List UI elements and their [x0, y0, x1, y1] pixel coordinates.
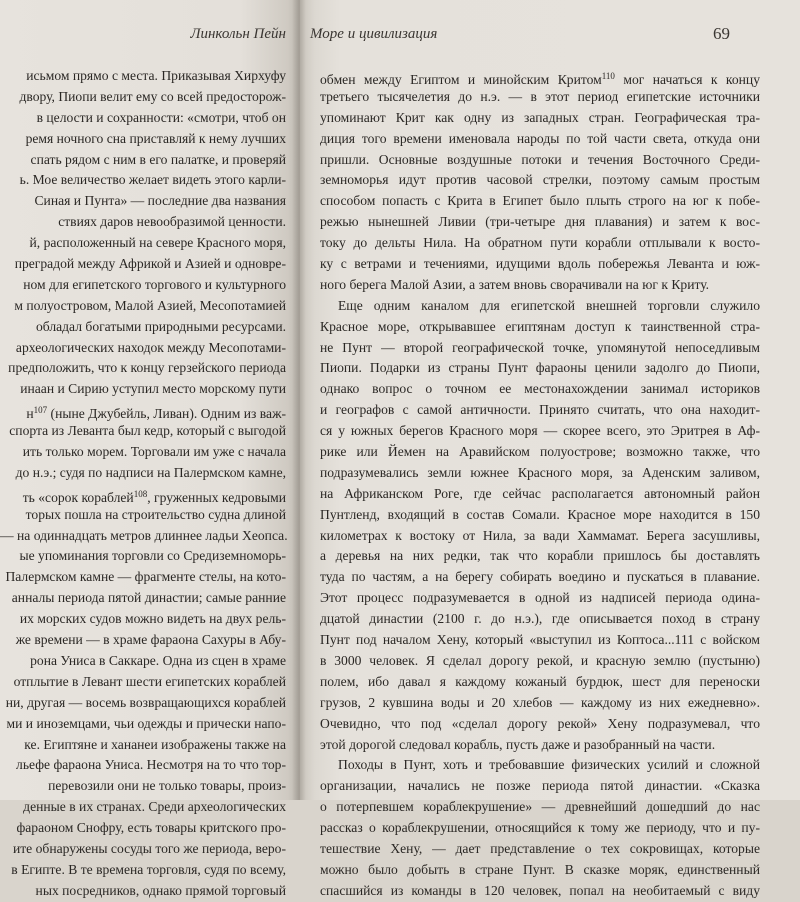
- text-line: двору, Пиопи велит ему со всей предосторож-: [19, 88, 286, 104]
- text-line: их морских судов можно видеть на двух рель-: [19, 611, 286, 627]
- right-running-head: Море и цивилизация: [310, 26, 438, 42]
- text-line: преградой между Африкой и Азией и одновре-: [14, 256, 286, 272]
- text-line: способом попасть с Крита в Египет было плыть строго на юг к побе-: [320, 193, 760, 209]
- left-running-head: Линкольн Пейн: [190, 26, 286, 42]
- text-line: спать рядом с ним в его палатке, и проверяй: [30, 151, 286, 167]
- text-line: ся у южных берегов Красного моря — скорее всего, это Эритрея в Аф-: [320, 423, 760, 439]
- right-page-text: [320, 66, 760, 902]
- text-line: фараоном Снофру, есть товары критского про-: [16, 820, 286, 836]
- text-line: Еще одним каналом для египетской внешней торговли служило: [338, 297, 760, 313]
- text-line: этой дорогой следовал корабль, пусть даже и разобранный на части.: [320, 736, 716, 752]
- text-line: упоминают Крит как одну из западных стран. Географическая тра-: [320, 109, 760, 125]
- text-line: Пунт под началом Хену, который «выступил из Коптоса...111 с войском: [320, 632, 760, 648]
- text-line: ствиях даров невообразимой ценности.: [58, 214, 286, 230]
- text-line: грузов, 2 кувшина воды и 20 хлебов — каждому из них ежедневно».: [320, 694, 760, 710]
- text-line: не Пунт — второй географической точке, упомянутой непоседливым: [320, 339, 760, 355]
- text-line: Походы в Пунт, хоть и требовавшие физических усилий и сложной: [338, 757, 760, 773]
- text-line: Палермском камне — фрагменте стелы, на кото-: [5, 569, 286, 585]
- text-line: ных посредников, однако прямой торговый: [35, 882, 286, 898]
- left-page: [0, 0, 300, 898]
- text-line: обмен между Египтом и минойским Критом$^{110}$ мог начаться к концу: [320, 71, 760, 87]
- text-line: же времени — в храме фараона Сахуры в Абу-: [15, 632, 286, 648]
- text-line: ного берега Малой Азии, а затем вновь сворачивали на юг к Криту.: [320, 276, 710, 292]
- book-gutter: [292, 0, 306, 800]
- text-line: отплытие в Левант шести египетских кораблей: [13, 673, 286, 689]
- text-line: в целости и сохранности: «смотри, чтоб он: [36, 109, 286, 125]
- text-line: ном для египетского торгового и культурного: [23, 276, 286, 292]
- text-line: м полуостровом, Малой Азией, Месопотамией: [14, 297, 286, 313]
- text-line: земноморья идут против часовой стрелки, поэтому самым простым: [320, 172, 760, 188]
- text-line: ить только морем. Торговали им уже с начала: [22, 444, 286, 460]
- text-line: току до дельты Нила. На обратном пути корабли отплывали к восто-: [320, 235, 760, 251]
- text-line: туда по частям, а на берегу собирать воедино и пускаться в плавание.: [320, 569, 760, 585]
- text-line: анналы периода пятой династии; самые ранние: [11, 590, 286, 606]
- text-line: — на одиннадцать метров длиннее ладьи Хеопса.: [0, 527, 288, 543]
- text-line: Очевидно, что под «сделал дорогу рекой» Хену подразумевал, что: [320, 715, 760, 731]
- text-line: льефе фараона Униса. Несмотря на то что тор-: [16, 757, 286, 773]
- text-line: полем, ибо давал я каждому кожаный бурдюк, шест для переноски: [320, 673, 760, 689]
- text-line: тешествие Хену, — дает представление о тех сокровищах, которые: [320, 840, 760, 856]
- text-line: а деревья на них редки, так что корабли пришлось бы доставлять: [320, 548, 760, 564]
- text-line: на Африканском Роге, где сейчас располагается автономный район: [320, 485, 760, 501]
- text-line: режью нынешней Ливии (три-четыре дня плавания) и затем к вос-: [320, 214, 760, 230]
- text-line: ть «сорок кораблей$^{108}$, груженных кедровыми: [22, 488, 286, 505]
- text-line: рассказ о кораблекрушении, относящийся к тому же периоду, что и пу-: [320, 820, 760, 836]
- text-line: Синая и Пунта» — последние два названия: [34, 193, 286, 209]
- text-line: Этот процесс подразумевается в одной из надписей периода одина-: [320, 590, 760, 606]
- text-line: организации, начались не позже периода пятой династии. «Сказка: [320, 778, 760, 794]
- text-line: ке. Египтяне и хананеи изображены также на: [24, 736, 286, 752]
- text-line: Пиопи. Подарки из страны Пунт фараоны ценили задолго до Пиопи,: [320, 360, 760, 376]
- text-line: спорта из Леванта был кедр, который с выгодой: [9, 423, 286, 439]
- text-line: ми и иноземцами, чьи одежды и прически напо-: [6, 715, 286, 731]
- text-line: обладал богатыми природными ресурсами.: [35, 318, 286, 334]
- text-line: ите обнаружены сосуды того же периода, веро-: [12, 840, 286, 856]
- text-line: рона Униса в Саккаре. Одна из сцен в храме: [30, 652, 286, 668]
- text-line: археологических находок между Месопотами-: [15, 339, 286, 355]
- text-line: пришли. Основные воздушные потоки и течения Восточного Среди-: [320, 151, 760, 167]
- text-line: й, расположенный на севере Красного моря,: [29, 235, 286, 251]
- text-line: о потерпевшем кораблекрушение» — древнейший дошедший до нас: [320, 799, 760, 815]
- text-line: Пунтленд, входящий в состав Сомали. Красное море находится в 150: [320, 506, 760, 522]
- text-line: ку с ветрами и течениями, идущими вдоль побережья Леванта и юж-: [320, 256, 760, 272]
- text-line: до н.э.; судя по надписи на Палермском камне,: [15, 464, 286, 480]
- text-line: предположить, что к концу герзейского периода: [8, 360, 286, 376]
- text-line: в Египте. В те времена торговля, судя по всему,: [11, 861, 286, 877]
- text-line: ые упоминания торговли со Средиземноморь-: [19, 548, 286, 564]
- right-page: [300, 0, 800, 898]
- text-line: спасшийся из команды в 120 человек, попал на необитаемый с виду: [320, 882, 760, 898]
- left-page-text: [0, 66, 300, 902]
- text-line: в 3000 человек. Я сделал дорогу рекой, и красную землю (пустыню): [320, 652, 760, 668]
- text-line: перевозили они не только товары, произ-: [48, 778, 286, 794]
- text-line: подразумевались земли южнее Красного моря, за Аденским заливом,: [320, 464, 760, 480]
- text-line: и географов с самой античности. Принято считать, что она находит-: [320, 402, 760, 418]
- text-line: рике или Йемен на Аравийском полуострове; возможно также, что: [320, 444, 760, 460]
- text-line: ремя ночного сна приставляй к нему лучших: [25, 130, 286, 146]
- text-line: однако вопрос о точном ее местонахождении занимал историков: [320, 381, 760, 397]
- text-line: торых пошла на строительство судна длиной: [25, 506, 286, 522]
- text-line: дцатой династии (2100 г. до н.э.), где описывается поход в страну: [320, 611, 760, 627]
- text-line: километрах к востоку от Нила, за вади Хаммамат. Берега засушливы,: [320, 527, 760, 543]
- text-line: можно было добыть в стране Пунт. В сказке моряк, единственный: [320, 861, 760, 877]
- text-line: исьмом прямо с места. Приказывая Хирхуфу: [26, 68, 286, 83]
- text-line: денные в их странах. Среди археологических: [23, 799, 286, 815]
- text-line: ь. Мое величество желает видеть этого карли-: [19, 172, 286, 188]
- text-line: Красное море, открывавшее египтянам доступ к таинственной стра-: [320, 318, 760, 334]
- text-line: н$^{107}$ (ныне Джубейль, Ливан). Одним из важ-: [26, 405, 286, 422]
- page-number: 69: [713, 24, 730, 43]
- text-line: ни, другая — восемь возвращающихся кораблей: [5, 694, 286, 710]
- text-line: инаан и Сирию уступил место морскому пути: [20, 381, 286, 397]
- text-line: третьего тысячелетия до н.э. — в этот период египетские источники: [320, 88, 760, 104]
- text-line: диция того времени именовала народы по той части света, откуда они: [320, 130, 760, 146]
